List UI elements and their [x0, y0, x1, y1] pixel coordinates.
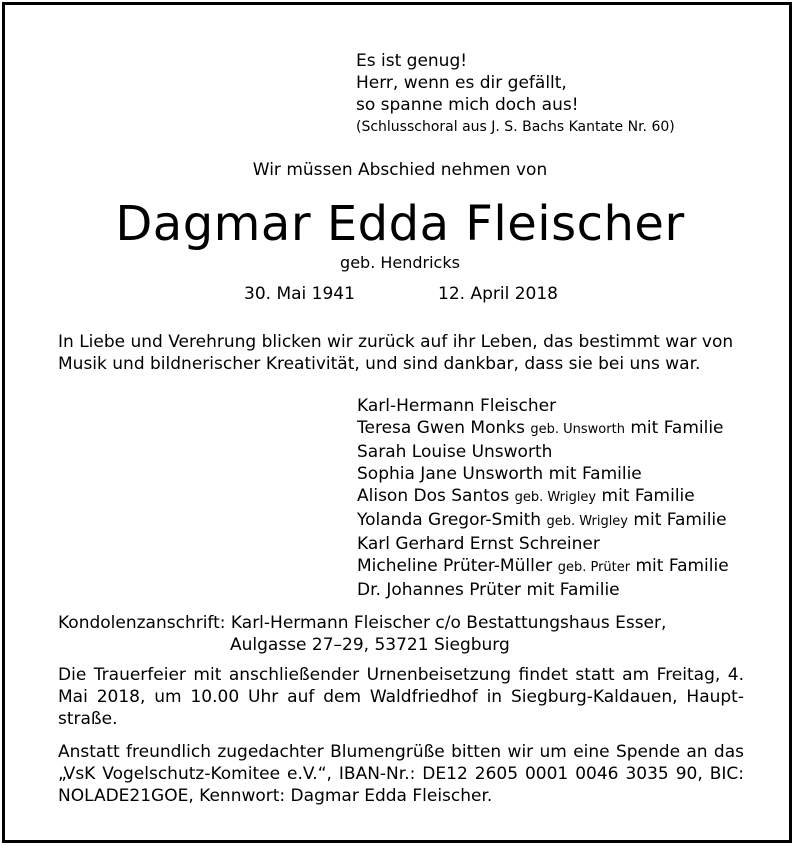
bach-quote: [356, 50, 675, 138]
intro-text: Wir müssen Abschied nehmen von: [252, 160, 548, 180]
funeral-info: Die Trauerfeier mit anschließender Urnenbeisetzung findet statt am Freitag, 4. Mai 2018, um 10.00 Uhr auf dem Waldfriedhof in Siegburg-Kaldauen, Hauptstraße.: [58, 665, 744, 729]
tribute-line: In Liebe und Verehrung blicken wir zurück auf ihr Leben, das bestimmt war von: [58, 332, 734, 352]
condolence-label: Kondolenzanschrift:: [58, 613, 226, 633]
birth-date: 30. Mai 1941: [244, 284, 355, 304]
family-member: Teresa Gwen Monks geb. Unsworth mit Familie: [357, 418, 724, 438]
family-member: Yolanda Gregor-Smith geb. Wrigley mit Familie: [357, 510, 727, 530]
family-member: Karl Gerhard Ernst Schreiner: [357, 534, 600, 554]
tribute-line: Musik und bildnerischer Kreativität, und sind dankbar, dass sie bei uns war.: [58, 354, 701, 374]
family-member: Sarah Louise Unsworth: [357, 442, 553, 462]
quote-line: Es ist genug!: [356, 51, 468, 71]
condolence-address: [58, 612, 666, 656]
maiden-name: geb. Hendricks: [340, 253, 460, 272]
family-member: Micheline Prüter-Müller geb. Prüter mit Familie: [357, 556, 729, 576]
family-member: Sophia Jane Unsworth mit Familie: [357, 464, 642, 484]
donation-info: Anstatt freundlich zugedachter Blumengrüße bitten wir um eine Spende an das „VsK Vogelschutz-Komitee e.V.“, IBAN-Nr.: DE12 2605 0001 0046 3035 90, BIC: NOLADE21GOE, Kennwort: Dagmar Edda Fleischer.: [58, 742, 744, 806]
condolence-line1: Karl-Hermann Fleischer c/o Bestattungshaus Esser,: [230, 613, 667, 633]
family-member: Alison Dos Santos geb. Wrigley mit Familie: [357, 486, 695, 506]
tribute-text: [58, 331, 744, 375]
family-member: Dr. Johannes Prüter mit Familie: [357, 580, 620, 600]
condolence-line2: Aulgasse 27–29, 53721 Siegburg: [230, 635, 510, 655]
family-member: Karl-Hermann Fleischer: [357, 396, 557, 416]
death-date: 12. April 2018: [438, 284, 558, 304]
deceased-name: Dagmar Edda Fleischer: [115, 196, 685, 252]
quote-source: (Schlusschoral aus J. S. Bachs Kantate Nr. 60): [356, 119, 675, 135]
family-list: [357, 395, 729, 601]
quote-line: so spanne mich doch aus!: [356, 95, 579, 115]
quote-line: Herr, wenn es dir gefällt,: [356, 73, 567, 93]
